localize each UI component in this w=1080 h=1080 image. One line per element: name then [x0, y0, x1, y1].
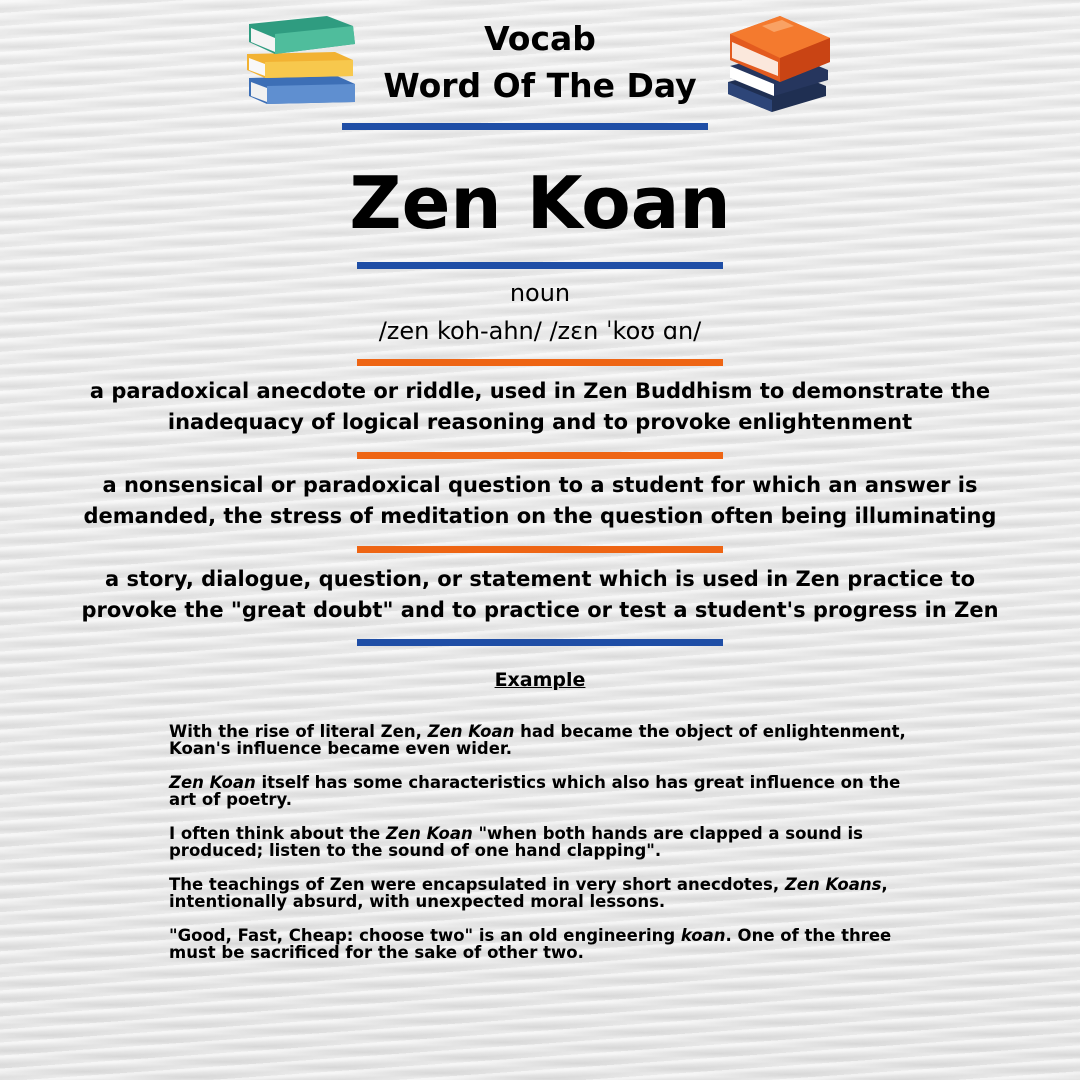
divider — [357, 262, 723, 269]
definition-line: demanded, the stress of meditation on the question often being illuminating — [83, 504, 997, 528]
divider — [342, 123, 708, 130]
definition-line: inadequacy of logical reasoning and to provoke enlightenment — [167, 410, 913, 434]
header-title: Vocab — [484, 19, 596, 58]
pronunciation: /zen koh-ahn/ /zɛn ˈkoʊ ɑn/ — [378, 317, 702, 345]
definition — [80, 470, 1000, 532]
divider — [357, 452, 723, 459]
example-item: With the rise of literal Zen, Zen Koan had became the object of enlightenment, Koan's influence became even wider. — [169, 722, 906, 758]
part-of-speech: noun — [509, 279, 571, 307]
example-item: "Good, Fast, Cheap: choose two" is an old engineering koan. One of the three must be sacrificed for the sake of other two. — [169, 926, 892, 962]
divider — [357, 546, 723, 553]
definition-line: a story, dialogue, question, or statement which is used in Zen practice to — [104, 567, 976, 591]
definition-line: a paradoxical anecdote or riddle, used in Zen Buddhism to demonstrate the — [89, 379, 991, 403]
definition — [80, 564, 1000, 626]
definition-line: a nonsensical or paradoxical question to a student for which an answer is — [102, 473, 978, 497]
header-subtitle: Word Of The Day — [383, 66, 697, 105]
divider — [357, 359, 723, 366]
definition-line: provoke the "great doubt" and to practice or test a student's progress in Zen — [81, 598, 999, 622]
divider — [357, 639, 723, 646]
example-item: The teachings of Zen were encapsulated in very short anecdotes, Zen Koans, intentionally absurd, with unexpected moral lessons. — [169, 875, 888, 911]
definition — [80, 376, 1000, 438]
example-item: Zen Koan itself has some characteristics which also has great influence on the art of poetry. — [169, 773, 901, 809]
example-list — [169, 723, 909, 978]
example-heading: Example — [494, 669, 586, 691]
example-item: I often think about the Zen Koan "when both hands are clapped a sound is produced; listen to the sound of one hand clapping". — [169, 824, 863, 860]
word-title: Zen Koan — [349, 161, 731, 245]
